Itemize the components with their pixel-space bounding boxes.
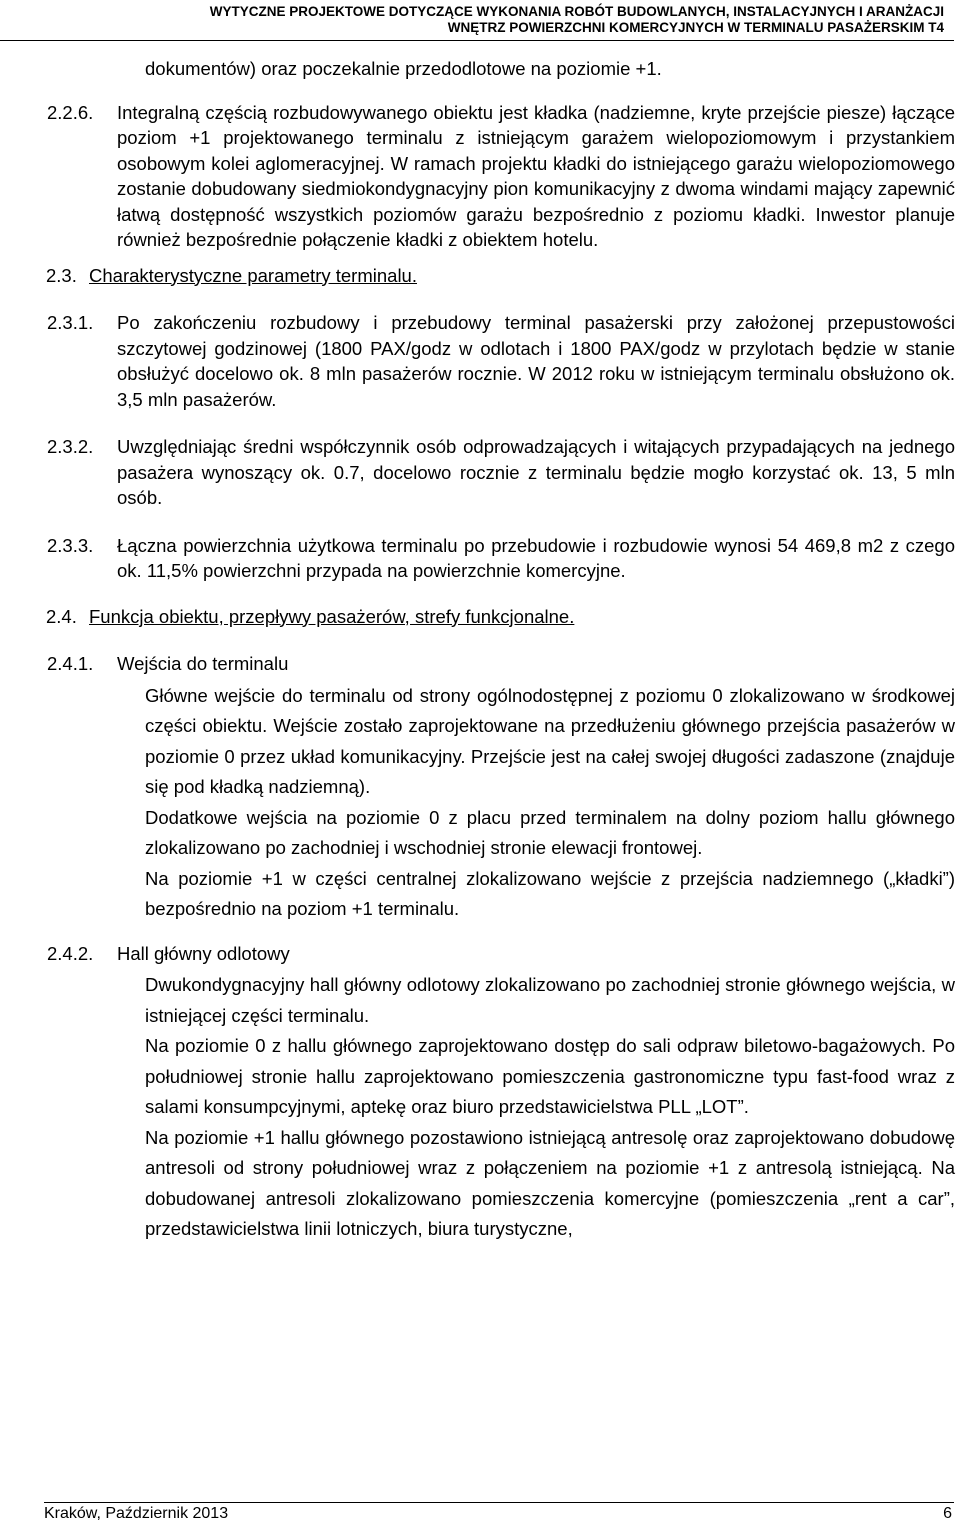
page-footer bbox=[44, 1504, 952, 1524]
section-heading: Funkcja obiektu, przepływy pasażerów, strefy funkcjonalne. bbox=[89, 605, 575, 627]
section-number: 2.4.1. bbox=[47, 653, 94, 674]
section-number: 2.4.2. bbox=[47, 942, 94, 964]
section-number: 2.3.1. bbox=[47, 312, 94, 333]
section-number: 2.3.3. bbox=[47, 534, 94, 556]
paragraph: Na poziomie +1 w części centralnej zlokalizowano wejście z przejścia nadziemnego („kładki”) bezpośrednio na poziom +1 terminalu. bbox=[145, 867, 955, 919]
section-heading: Charakterystyczne parametry terminalu. bbox=[89, 264, 417, 286]
footer-rule bbox=[44, 1502, 954, 1503]
section-heading: Hall główny odlotowy bbox=[117, 942, 290, 964]
section-text: Uwzględniając średni współczynnik osób odprowadzających i witających przypadających na jednego pasażera wynoszący ok. 0.7, docelowo rocznie z terminalu będzie mogło korzystać ok. 13, 5 mln osób. bbox=[117, 436, 955, 508]
section-text: Łączna powierzchnia użytkowa terminalu po przebudowie i rozbudowie wynosi 54 469,8 m2 z czego ok. 11,5% powierzchni przypada na powierzchnie komercyjne. bbox=[117, 534, 955, 581]
paragraph: Dodatkowe wejścia na poziomie 0 z placu przed terminalem na dolny poziom hallu głównego zlokalizowano po zachodniej i wschodniej stronie elewacji frontowej. bbox=[145, 806, 955, 858]
section-heading: Wejścia do terminalu bbox=[117, 653, 289, 674]
page-header bbox=[0, 0, 960, 36]
paragraph: Na poziomie 0 z hallu głównego zaprojektowano dostęp do sali odpraw biletowo-bagażowych. Po południowej stronie hallu zaprojektowano pomieszczenia gastronomiczne typu fast-food wraz z salami konsumpcyjnymi, aptekę oraz biuro przedstawicielstwa PLL „LOT”. bbox=[145, 1035, 955, 1117]
section-number: 2.3. bbox=[46, 264, 77, 286]
section-2-3-3 bbox=[47, 533, 955, 584]
section-text: Po zakończeniu rozbudowy i przebudowy terminal pasażerski przy założonej przepustowości szczytowej godzinowej (1800 PAX/godz w odlotach i 1800 PAX/godz w przylotach będzie w stanie obsłużyć docelowo ok. 8 mln pasażerów rocznie. W 2012 roku w istniejącym terminalu obsłużono ok. 3,5 mln pasażerów. bbox=[117, 312, 955, 410]
section-2-4-1-heading bbox=[47, 651, 955, 677]
header-rule bbox=[0, 40, 954, 41]
section-2-4-1-body bbox=[47, 681, 955, 925]
page-number: 6 bbox=[943, 1505, 952, 1522]
section-2-4-2-heading bbox=[47, 941, 955, 967]
intro-line: dokumentów) oraz poczekalnie przedodlotowe na poziomie +1. bbox=[145, 58, 662, 79]
paragraph: Główne wejście do terminalu od strony ogólnodostępnej z poziomu 0 zlokalizowano w środkowej części obiektu. Wejście zostało zaprojektowane na przedłużeniu głównego przejścia pasażerów w poziomie 0 przez układ komunikacyjny. Przejście jest na całej swojej długości zadaszone (znajduje się pod kładką nadziemną). bbox=[145, 684, 955, 797]
header-line-2: WNĘTRZ POWIERZCHNI KOMERCYJNYCH W TERMINALU PASAŻERSKIM T4 bbox=[447, 20, 944, 35]
section-number: 2.4. bbox=[46, 605, 77, 627]
section-2-3-2 bbox=[47, 434, 955, 511]
section-number: 2.3.2. bbox=[47, 436, 94, 457]
footer-location-date: Kraków, Październik 2013 bbox=[44, 1505, 229, 1522]
section-text: Integralną częścią rozbudowywanego obiektu jest kładka (nadziemne, kryte przejście piesze) łączące poziom +1 projektowanego terminalu z istniejącym garażem wielopoziomowym i przystankiem osobowym kolei aglomeracyjnej. W ramach projektu kładki do istniejącego garażu wielopoziomowego zostanie dobudowany siedmiokondygnacyjny pion komunikacyjny z dwoma windami mający zapewnić łatwą dostępność wszystkich poziomów garażu bezpośrednio z poziomu kładki. Inwestor planuje również bezpośrednie połączenie kładki z obiektem hotelu. bbox=[117, 101, 955, 250]
paragraph: Dwukondygnacyjny hall główny odlotowy zlokalizowano po zachodniej stronie głównego wejścia, w istniejącej części terminalu. bbox=[145, 974, 955, 1026]
section-2-2-6 bbox=[47, 100, 955, 253]
section-2-4 bbox=[47, 604, 955, 630]
document-body bbox=[47, 56, 955, 1245]
section-2-3-1 bbox=[47, 310, 955, 412]
header-line-1: WYTYCZNE PROJEKTOWE DOTYCZĄCE WYKONANIA ROBÓT BUDOWLANYCH, INSTALACYJNYCH I ARANŻACJI bbox=[209, 4, 944, 19]
section-number: 2.2.6. bbox=[47, 101, 94, 123]
section-2-4-2-body bbox=[47, 970, 955, 1245]
paragraph: Na poziomie +1 hallu głównego pozostawiono istniejącą antresolę oraz zaprojektowano dobudowę antresoli od strony południowej wraz z połączeniem na poziomie +1 z antresolą istniejącą. Na dobudowanej antresoli zlokalizowano pomieszczenia komercyjne (pomieszczenia „rent a car”, przedstawicielstwa linii lotniczych, biura turystyczne, bbox=[145, 1126, 955, 1239]
section-2-3 bbox=[47, 263, 955, 289]
